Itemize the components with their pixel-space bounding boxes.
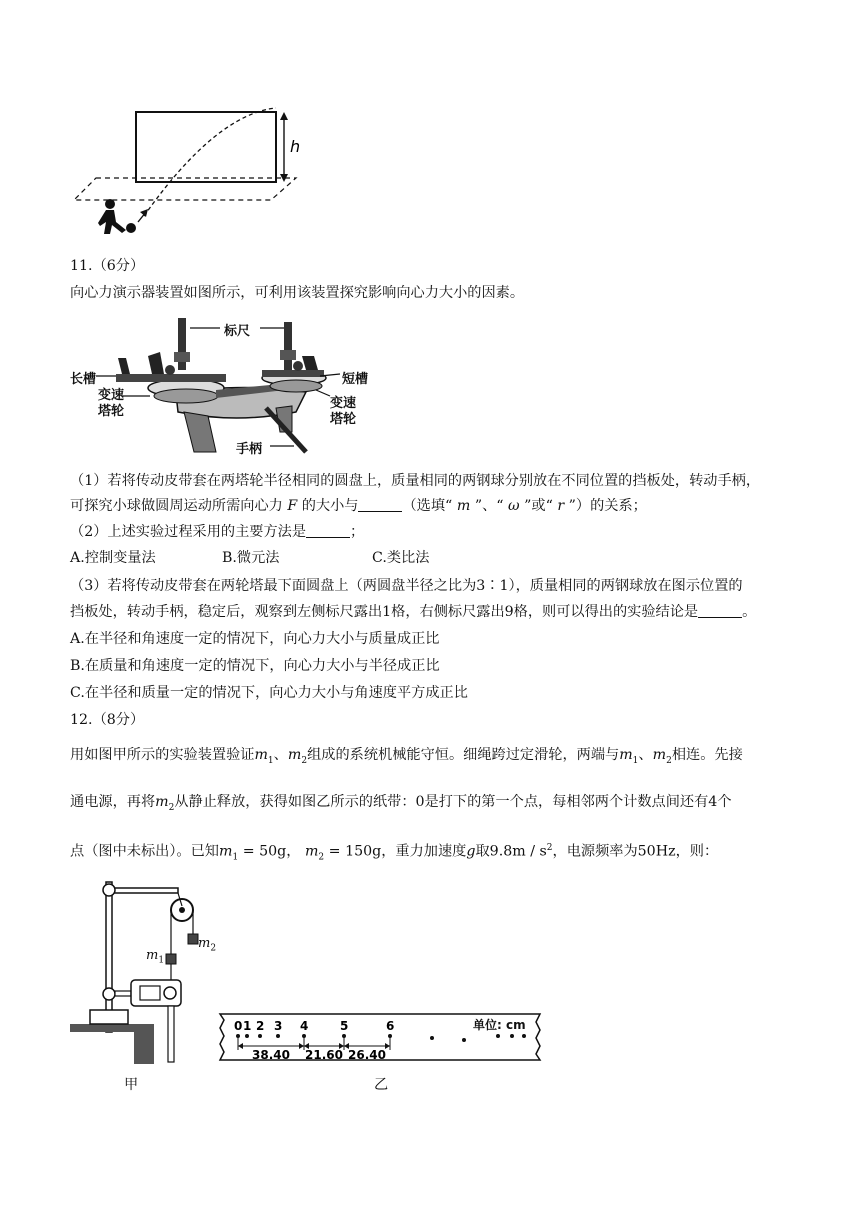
label-bsl-left-1: 变速 [98,388,125,403]
tape-point-label: 4 [300,1019,309,1033]
q11-p2-line: （2）上述实验过程采用的主要方法是 ； [70,524,365,540]
label-bsl-right-2: 塔轮 [330,412,357,427]
wall [136,112,276,182]
label-bsl-left-2: 塔轮 [98,404,125,419]
label-biaochi: 标尺 [224,324,251,339]
tape-point-label: 3 [274,1019,283,1033]
q11-p3-option-c: C.在半径和质量一定的情况下，向心力大小与角速度平方成正比 [70,685,468,701]
q11-intro: 向心力演示器装置如图所示，可利用该装置探究影响向心力大小的因素。 [70,285,525,301]
label-bsl-right-1: 变速 [330,396,357,411]
tape-distance-label: 21.60 [305,1048,343,1062]
q12-line2: 通电源，再将$m_2$从静止释放，获得如图乙所示的纸带：0是打下的第一个点，每相邻两个计数点间还有4个 [70,794,732,813]
tape-point-label: 5 [340,1019,349,1033]
q11-p1-line2: 可探究小球做圆周运动所需向心力 F 的大小与 （选填“ m ”、“ ω ”或“ r ”）的关系； [70,498,647,514]
q11-p3-option-a: A.在半径和角速度一定的情况下，向心力大小与质量成正比 [70,631,440,647]
tape-point [258,1034,262,1038]
answer-blank-1[interactable] [358,497,402,512]
tape-point [276,1034,280,1038]
kicker [98,199,136,234]
tape-dot [462,1038,466,1042]
q11-p2-option-a: A.控制变量法 [70,550,156,566]
q12-line1: 用如图甲所示的实验装置验证$m_1$、$m_2$组成的系统机械能守恒。细绳跨过定滑轮，两端与$m_1$、$m_2$相连。先接 [70,747,743,766]
q11-p3-line1: （3）若将传动皮带套在两轮塔最下面圆盘上（两圆盘半径之比为3∶1），质量相同的两钢球放在图示位置的 [70,578,743,594]
tape-point [245,1034,249,1038]
answer-blank-2[interactable] [306,523,350,538]
trajectory [144,108,276,216]
height-label: h [290,137,301,156]
tape-point-label: 6 [386,1019,395,1033]
apparatus-figure-jia [70,876,210,1066]
tape-point-label: 1 [243,1019,252,1033]
q11-header: 11.（6分） [70,258,145,274]
q11-p1-line1: （1）若将传动皮带套在两塔轮半径相同的圆盘上，质量相同的两钢球分别放在不同位置的挡板处，转动手柄， [70,473,761,489]
tape-dot [430,1036,434,1040]
q11-p2-option-c: C.类比法 [372,550,430,566]
tape-point-label: 2 [256,1019,265,1033]
q11-p3-option-b: B.在质量和角速度一定的情况下，向心力大小与半径成正比 [70,658,440,674]
label-shoubing: 手柄 [236,442,263,457]
label-m1: $m_1$ [146,948,165,966]
q11-p2-option-b: B.微元法 [222,550,280,566]
tape-dot [510,1034,514,1038]
tape-distance-label: 38.40 [252,1048,290,1062]
label-changcao: 长槽 [70,372,97,387]
caption-yi: 乙 [374,1077,389,1093]
tape-unit: 单位: cm [473,1018,526,1032]
label-m2: $m_2$ [198,936,217,954]
caption-jia: 甲 [124,1077,139,1093]
q11-p3-line2: 挡板处，转动手柄，稳定后，观察到左侧标尺露出1格，右侧标尺露出9格，则可以得出的实验结论是 。 [70,604,757,620]
tape-dot [522,1034,526,1038]
q12-header: 12.（8分） [70,712,145,728]
tape-distance-label: 26.40 [348,1048,386,1062]
q12-line3: 点（图中未标出）。已知$m_1 = 50g$， $m_2 = 150g$，重力加速度g取$9.8m / s^2$，电源频率为50Hz，则： [70,843,719,863]
answer-blank-3[interactable] [698,603,742,618]
tape-point-label: 0 [234,1019,243,1033]
projectile-figure [66,104,306,244]
tape-dot [496,1034,500,1038]
label-duancao: 短槽 [342,372,369,387]
